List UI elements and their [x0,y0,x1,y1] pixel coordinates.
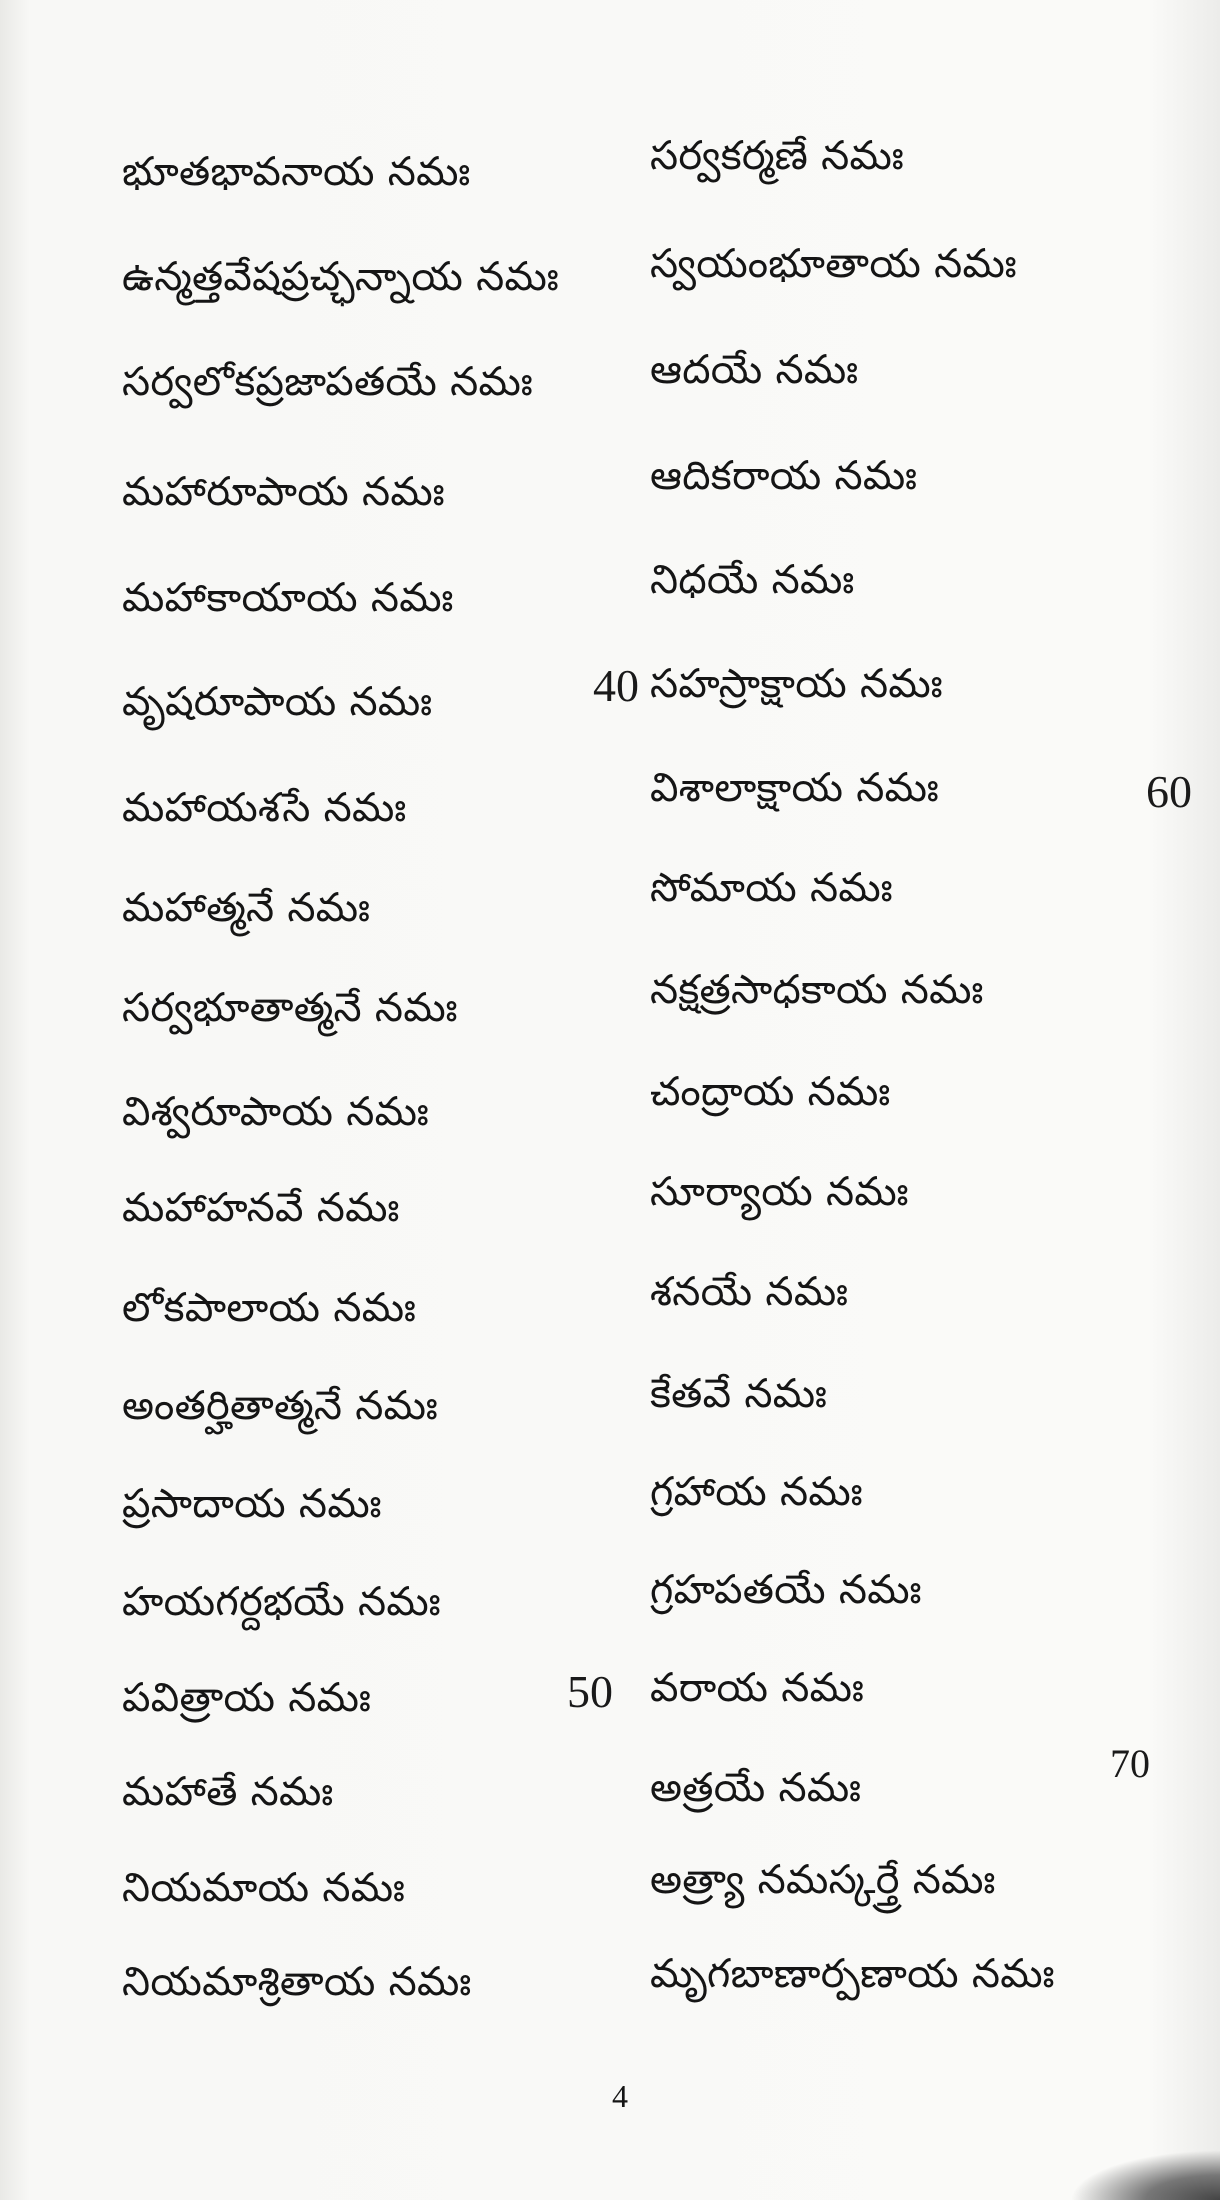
list-item: ఆదికరాయ నమః [650,453,918,499]
list-item: హయగర్దభయే నమః [122,1579,441,1625]
list-item: మహాకాయాయ నమః [122,575,454,621]
list-item: సహస్రాక్షాయ నమః [650,661,943,707]
list-item: లోకపాలాయ నమః [122,1285,417,1331]
list-item: కేతవే నమః [650,1371,828,1417]
list-item: మృగబాణార్పణాయ నమః [650,1951,1055,1997]
list-item: పవిత్రాయ నమః [122,1675,372,1721]
list-item: మహాయశసే నమః [122,785,407,831]
list-item: సూర్యాయ నమః [650,1169,909,1215]
list-item: అత్ర్యా నమస్కర్త్రే నమః [650,1857,996,1903]
list-item: సర్వభూతాత్మనే నమః [122,985,458,1031]
count-marker-70: 70 [1110,1741,1150,1786]
count-marker-60: 60 [1146,766,1192,817]
list-item: భూతభావనాయ నమః [122,149,471,195]
list-item: మహాహనవే నమః [122,1185,400,1231]
list-item: సోమాయ నమః [650,865,893,911]
list-item: అంతర్హితాత్మనే నమః [122,1383,439,1429]
list-item: సర్వలోకప్రజాపతయే నమః [122,359,533,405]
list-item: అత్రయే నమః [650,1765,862,1811]
list-item: మహారూపాయ నమః [122,469,445,515]
list-item: నియమాశ్రితాయ నమః [122,1959,472,2005]
count-marker-50: 50 [567,1666,613,1717]
list-item: గ్రహపతయే నమః [650,1567,922,1613]
list-item: ఆదయే నమః [650,347,859,393]
list-item: శనయే నమః [650,1269,849,1315]
list-item: స్వయంభూతాయ నమః [650,241,1017,287]
list-item: నిధయే నమః [650,557,855,603]
list-item: గ్రహాయ నమః [650,1469,863,1515]
list-item: నక్షత్రసాధకాయ నమః [650,967,984,1013]
list-item: చంద్రాయ నమః [650,1069,891,1115]
list-item: సర్వకర్మణే నమః [650,133,904,179]
list-item: వరాయ నమః [650,1665,865,1711]
list-item: విశాలాక్షాయ నమః [650,765,940,811]
page-corner-shadow [1070,2150,1220,2200]
list-item: ఉన్మత్తవేషప్రచ్ఛన్నాయ నమః [122,254,559,300]
page-number: 4 [612,2078,628,2114]
list-item: నియమాయ నమః [122,1865,406,1911]
list-item: విశ్వరూపాయ నమః [122,1089,430,1135]
count-marker-40: 40 [593,660,639,711]
list-item: మహాత్మనే నమః [122,885,371,931]
list-item: వృషరూపాయ నమః [122,679,433,725]
list-item: మహాతే నమః [122,1769,334,1815]
list-item: ప్రసాదాయ నమః [122,1481,382,1527]
